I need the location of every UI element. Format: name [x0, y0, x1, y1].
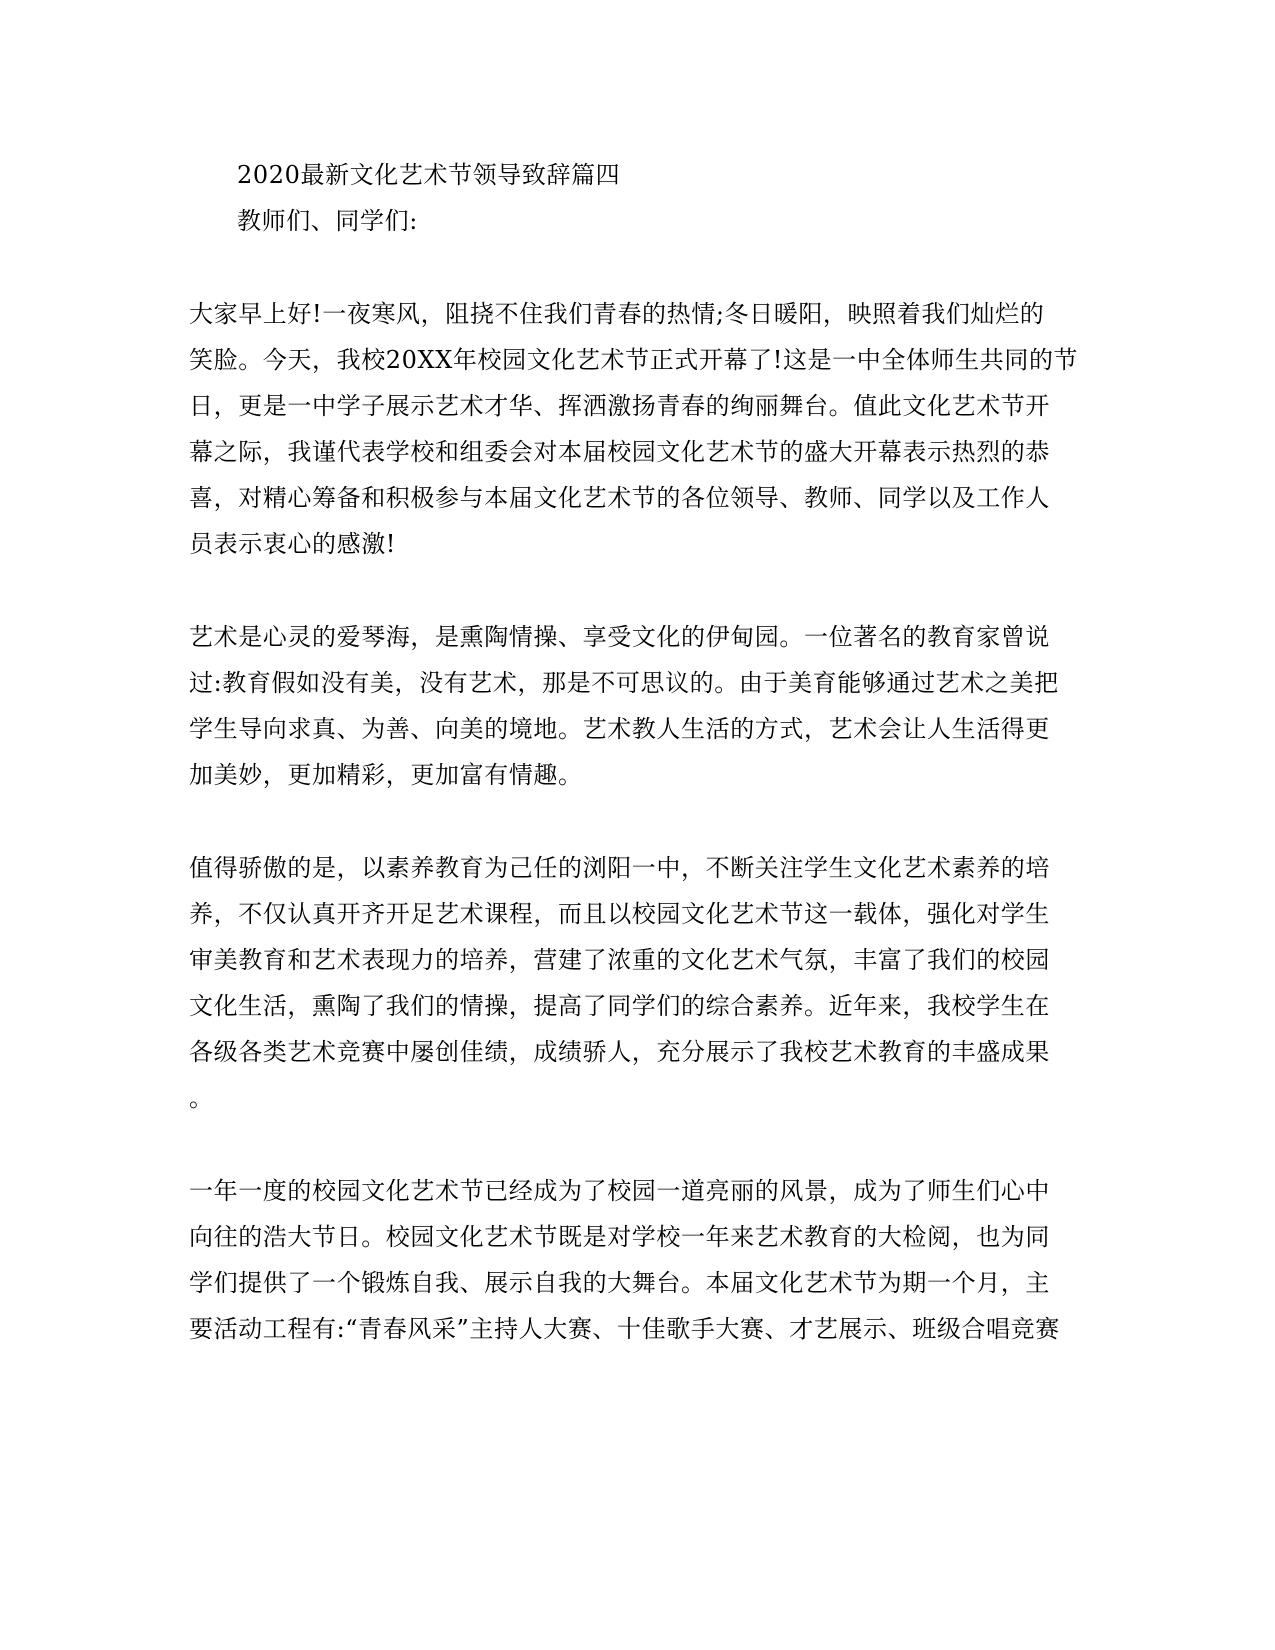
paragraph-line: 养，不仅认真开齐开足艺术课程，而且以校园文化艺术节这一载体，强化对学生 [189, 900, 1050, 928]
paragraph-line: 幕之际，我谨代表学校和组委会对本届校园文化艺术节的盛大开幕表示热烈的恭 [189, 438, 1050, 466]
paragraph-line: 员表示衷心的感激! [189, 530, 397, 558]
paragraph-line: 艺术是心灵的爱琴海，是熏陶情操、享受文化的伊甸园。一位著名的教育家曾说 [189, 623, 1050, 651]
paragraph-line: 。 [189, 1084, 214, 1112]
document-title: 2020最新文化艺术节领导致辞篇四 [237, 161, 621, 189]
paragraph-line: 过:教育假如没有美，没有艺术，那是不可思议的。由于美育能够通过艺术之美把 [189, 669, 1059, 697]
paragraph-line: 笑脸。今天，我校20XX年校园文化艺术节正式开幕了!这是一中全体师生共同的节 [189, 346, 1079, 374]
paragraph-line: 文化生活，熏陶了我们的情操，提高了同学们的综合素养。近年来，我校学生在 [189, 992, 1050, 1020]
paragraph-line: 学生导向求真、为善、向美的境地。艺术教人生活的方式，艺术会让人生活得更 [189, 715, 1050, 743]
paragraph-line: 各级各类艺术竞赛中屡创佳绩，成绩骄人，充分展示了我校艺术教育的丰盛成果 [189, 1038, 1050, 1066]
paragraph-line: 审美教育和艺术表现力的培养，营建了浓重的文化艺术气氛，丰富了我们的校园 [189, 946, 1050, 974]
paragraph-line: 学们提供了一个锻炼自我、展示自我的大舞台。本届文化艺术节为期一个月，主 [189, 1269, 1050, 1297]
paragraph-line: 喜，对精心筹备和积极参与本届文化艺术节的各位领导、教师、同学以及工作人 [189, 484, 1050, 512]
paragraph-line: 值得骄傲的是，以素养教育为己任的浏阳一中，不断关注学生文化艺术素养的培 [189, 854, 1050, 882]
salutation: 教师们、同学们: [237, 207, 418, 235]
paragraph-line: 日，更是一中学子展示艺术才华、挥洒激扬青春的绚丽舞台。值此文化艺术节开 [189, 392, 1050, 420]
paragraph-line: 大家早上好!一夜寒风，阻挠不住我们青春的热情;冬日暖阳，映照着我们灿烂的 [189, 300, 1045, 328]
paragraph-line: 加美妙，更加精彩，更加富有情趣。 [189, 761, 583, 789]
paragraph-line: 要活动工程有:“青春风采”主持人大赛、十佳歌手大赛、才艺展示、班级合唱竞赛 [189, 1315, 1060, 1343]
paragraph-line: 一年一度的校园文化艺术节已经成为了校园一道亮丽的风景，成为了师生们心中 [189, 1177, 1050, 1205]
paragraph-line: 向往的浩大节日。校园文化艺术节既是对学校一年来艺术教育的大检阅，也为同 [189, 1223, 1050, 1251]
